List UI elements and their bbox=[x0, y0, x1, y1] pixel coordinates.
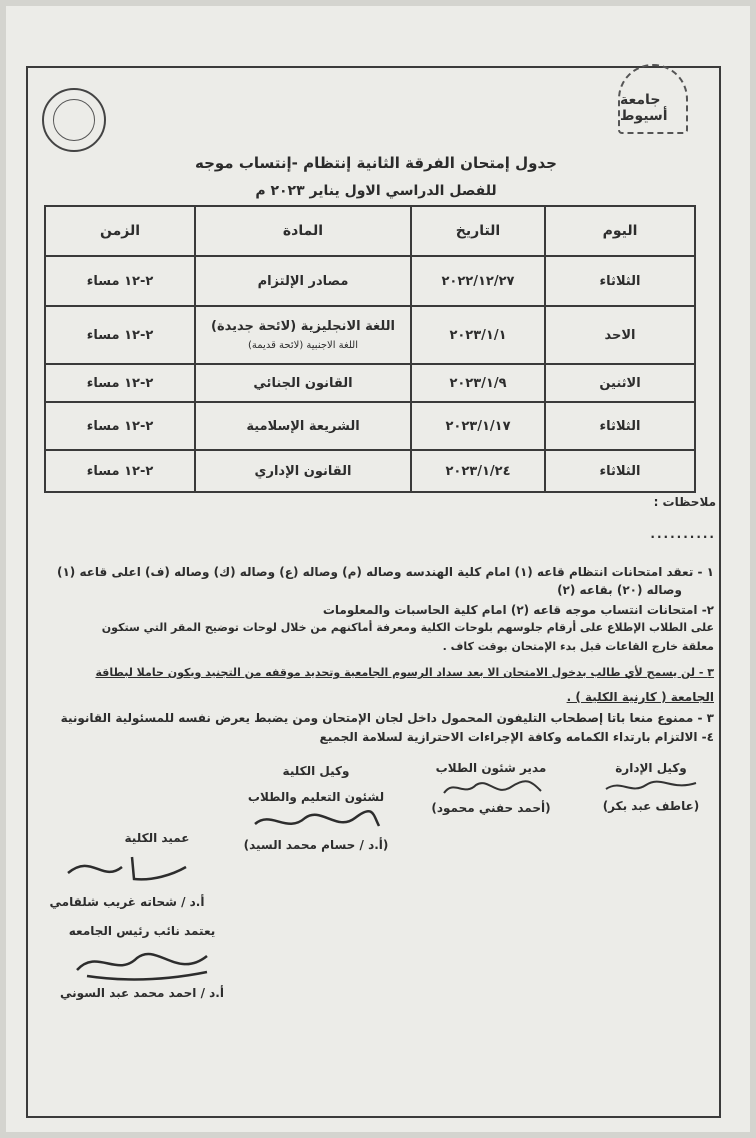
university-logo bbox=[618, 64, 688, 134]
cell-time: ٢-١٢ مساء bbox=[45, 364, 195, 402]
signature-title: يعتمد نائب رئيس الجامعه bbox=[68, 924, 216, 938]
signature-vice-dean bbox=[231, 764, 401, 852]
table-row bbox=[45, 256, 695, 306]
header-subject: المادة bbox=[195, 206, 411, 256]
cell-subject: الشريعة الإسلامية bbox=[195, 402, 411, 450]
cell-subject: مصادر الإلتزام bbox=[195, 256, 411, 306]
cell-day: الاحد bbox=[545, 306, 695, 364]
document-subtitle: للفصل الدراسي الاول يناير ٢٠٢٣ م bbox=[255, 183, 497, 199]
signature-name: (عاطف عبد بكر) bbox=[602, 799, 700, 813]
university-logo-text: جامعة أسيوط bbox=[620, 92, 668, 124]
signature-title: عميد الكلية bbox=[124, 831, 190, 845]
cell-date: ٢٠٢٣/١/١٧ bbox=[411, 402, 545, 450]
cell-day: الثلاثاء bbox=[545, 256, 695, 306]
cell-subject: القانون الإداري bbox=[195, 450, 411, 492]
signature-admin-deputy bbox=[586, 761, 716, 813]
signature-student-director bbox=[416, 761, 566, 815]
subject-text: اللغة الانجليزية (لائحة جديدة) bbox=[211, 319, 395, 334]
header-day: اليوم bbox=[545, 206, 695, 256]
signature-title: وكيل الكلية bbox=[282, 764, 350, 778]
signature-name: أ.د / احمد محمد عبد السوني bbox=[60, 986, 224, 1000]
table-row bbox=[45, 402, 695, 450]
cell-date: ٢٠٢٣/١/٢٤ bbox=[411, 450, 545, 492]
note-2-line-3: معلقة خارج القاعات قبل بدء الإمتحان بوقت كاف . bbox=[442, 640, 714, 653]
handwritten-signature-icon bbox=[251, 806, 381, 836]
notes-heading: ملاحظات : bbox=[653, 495, 716, 509]
cell-time: ٢-١٢ مساء bbox=[45, 402, 195, 450]
faculty-seal bbox=[42, 88, 106, 152]
cell-date: ٢٠٢٢/١٢/٢٧ bbox=[411, 256, 545, 306]
signature-title: وكيل الإدارة bbox=[615, 761, 687, 775]
signature-name: (أ.د / حسام محمد السيد) bbox=[243, 838, 389, 852]
cell-day: الاثنين bbox=[545, 364, 695, 402]
signature-subtitle: لشئون التعليم والطلاب bbox=[247, 790, 385, 804]
handwritten-signature-icon bbox=[67, 940, 217, 984]
signature-approval bbox=[42, 924, 242, 1000]
header-date: التاريخ bbox=[411, 206, 545, 256]
seal-inner-ring bbox=[53, 99, 95, 141]
note-2-line-1: ٢- امتحانات انتساب موجه قاعه (٢) امام كلية الحاسبات والمعلومات bbox=[322, 603, 714, 617]
cell-day: الثلاثاء bbox=[545, 402, 695, 450]
note-3-line-1: ٣ - لن يسمح لأي طالب بدخول الامتحان الا بعد سداد الرسوم الجامعية وتحديد موقفه من التجنيد ويكون حاملا لبطاقة bbox=[95, 666, 714, 679]
cell-time: ٢-١٢ مساء bbox=[45, 256, 195, 306]
exam-schedule-table bbox=[44, 205, 696, 493]
header-time: الزمن bbox=[45, 206, 195, 256]
note-5: ٤- الالتزام بارتداء الكمامه وكافة الإجراءات الاحترازية لسلامة الجميع bbox=[319, 730, 714, 744]
table-row bbox=[45, 364, 695, 402]
subject-note: اللغة الاجنبية (لائحة قديمة) bbox=[248, 340, 358, 351]
cell-time: ٢-١٢ مساء bbox=[45, 450, 195, 492]
signature-dean bbox=[42, 831, 212, 909]
table-header-row bbox=[45, 206, 695, 256]
cell-subject: القانون الجنائي bbox=[195, 364, 411, 402]
handwritten-signature-icon bbox=[601, 777, 701, 797]
handwritten-signature-icon bbox=[62, 847, 192, 887]
cell-time: ٢-١٢ مساء bbox=[45, 306, 195, 364]
signature-name: أ.د / شحاته غريب شلقامي bbox=[49, 895, 205, 909]
cell-date: ٢٠٢٣/١/٩ bbox=[411, 364, 545, 402]
note-2-line-2: على الطلاب الإطلاع على أرقام جلوسهم بلوحات الكلية ومعرفة أماكنهم من خلال لوحات توضيح المقر التي ستكون bbox=[101, 621, 714, 634]
handwritten-signature-icon bbox=[436, 777, 546, 799]
document-page bbox=[6, 6, 750, 1132]
cell-date: ٢٠٢٣/١/١ bbox=[411, 306, 545, 364]
notes-dots: .......... bbox=[650, 527, 716, 541]
note-1-line-1: ١ - تعقد امتحانات انتظام قاعه (١) امام كلية الهندسه وصاله (م) وصاله (ع) وصاله (ك) وصاله (ف) اعلى قاعه (١) bbox=[56, 565, 714, 579]
table-row bbox=[45, 450, 695, 492]
note-1-line-2: وصاله (٢٠) بقاعه (٢) bbox=[557, 583, 682, 597]
table-row bbox=[45, 306, 695, 364]
cell-subject bbox=[195, 306, 411, 364]
document-title: جدول إمتحان الفرقة الثانية إنتظام -إنتساب موجه bbox=[195, 154, 557, 172]
signature-name: (أحمد حفني محمود) bbox=[431, 801, 551, 815]
signature-title: مدير شئون الطلاب bbox=[435, 761, 547, 775]
note-4: ٣ - ممنوع منعا باتا إصطحاب التليفون المحمول داخل لجان الإمتحان ومن يضبط يعرض نفسه للمسئولية القانونية bbox=[60, 711, 714, 725]
cell-day: الثلاثاء bbox=[545, 450, 695, 492]
note-3-line-2: الجامعة ( كارنية الكلية ) . bbox=[566, 690, 714, 704]
